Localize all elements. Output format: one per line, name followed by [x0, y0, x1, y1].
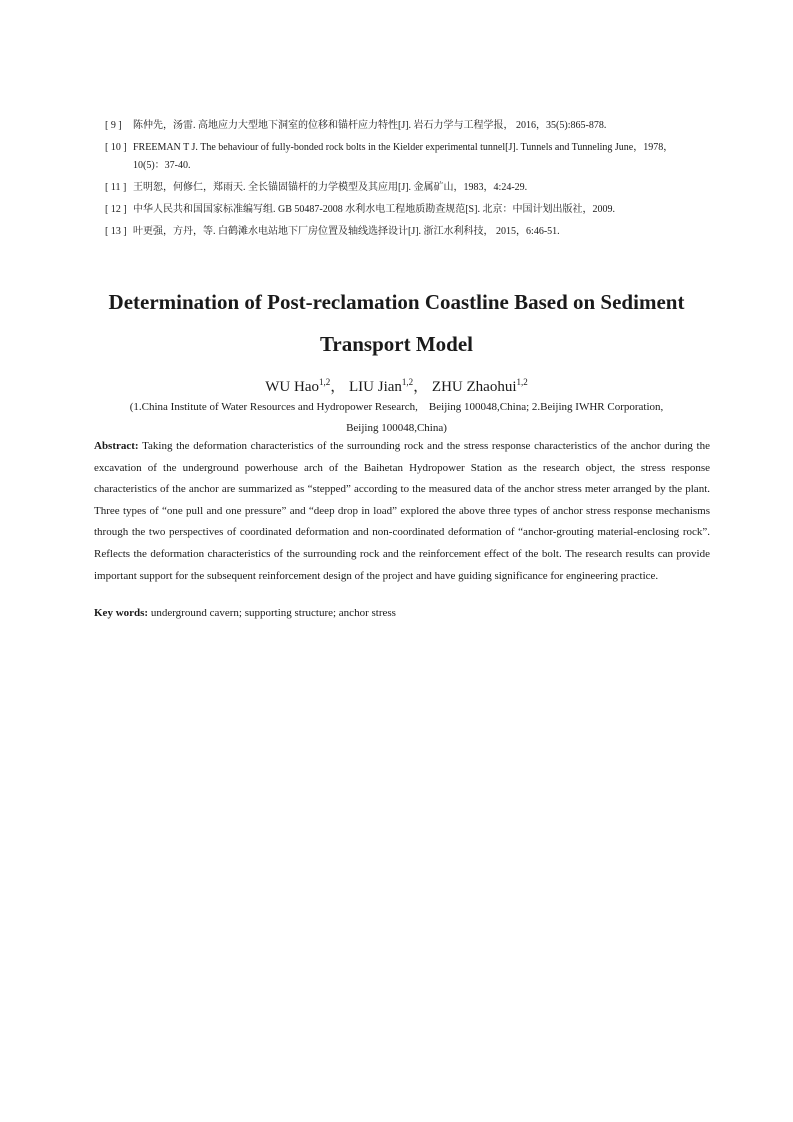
reference-text: 中华人民共和国国家标准编写组. GB 50487-2008 水利水电工程地质勘查规范[S]. 北京：中国计划出版社，2009.	[133, 204, 615, 215]
reference-text: 叶更强，方丹，等. 白鹤滩水电站地下厂房位置及轴线选择设计[J]. 浙江水利科技， 2015，6:46-51.	[133, 226, 560, 237]
reference-item	[105, 138, 705, 176]
paper-title-line-1: Determination of Post-reclamation Coastline Based on Sediment	[108, 290, 685, 314]
affiliation-line-1: (1.China Institute of Water Resources and Hydropower Research, Beijing 100048,China; 2.Beijing IWHR Corporation,	[129, 401, 664, 413]
abstract-text: Taking the deformation characteristics of the surrounding rock and the stress response characteristics of the anchor during the excavation of the underground powerhouse arch of the Baihetan Hydropower Station as the research object, the stress response characteristics of the anchor are summarized as “stepped” according to the measured data of the anchor stress meter arranged by the plant. Three types of “one pull and one pressure” and “deep drop in load” explored the above three types of anchor stress response mechanisms through the two perspectives of coordinated deformation and non-coordinated deformation of “anchor-grouting material-enclosing rock”. Reflects the deformation characteristics of the surrounding rock and the reinforcement effect of the bolt. The research results can provide important support for the subsequent reinforcement design of the project and have guiding significance for engineering practice.	[94, 440, 710, 582]
paper-title-line-2: Transport Model	[319, 332, 474, 356]
author-name: WU Hao	[265, 379, 319, 395]
abstract	[94, 436, 710, 587]
reference-item	[105, 222, 705, 242]
abstract-label: Abstract:	[94, 440, 139, 452]
reference-number: [ 9 ]	[105, 120, 122, 131]
author-separator: ，	[413, 379, 429, 395]
keywords	[94, 603, 710, 623]
reference-text: 陈仲先，汤雷. 高地应力大型地下洞室的位移和锚杆应力特性[J]. 岩石力学与工程学报， 2016，35(5):865-878.	[133, 120, 607, 131]
reference-continuation: 10(5)：37-40.	[133, 160, 191, 171]
author-list	[0, 372, 793, 397]
reference-number: [ 13 ]	[105, 226, 127, 237]
author-affiliation-mark: 1,2	[318, 377, 331, 387]
reference-number: [ 10 ]	[105, 142, 127, 153]
author-name: LIU Jian	[349, 379, 402, 395]
author-name: ZHU Zhaohui	[431, 379, 517, 395]
affiliation	[80, 397, 713, 439]
reference-list	[105, 116, 705, 244]
reference-text: 王明恕，何修仁，郑雨天. 全长锚固锚杆的力学模型及其应用[J]. 金属矿山，1983，4:24-29.	[133, 182, 528, 193]
affiliation-line-2: Beijing 100048,China)	[346, 422, 447, 434]
reference-item	[105, 178, 705, 198]
reference-number: [ 12 ]	[105, 204, 127, 215]
author-affiliation-mark: 1,2	[516, 377, 528, 387]
author-separator: ，	[330, 379, 346, 395]
reference-text: FREEMAN T J. The behaviour of fully-bonded rock bolts in the Kielder experimental tunnel[J]. Tunnels and Tunneling June，1978，	[133, 142, 674, 153]
author-affiliation-mark: 1,2	[401, 377, 414, 387]
keywords-label: Key words:	[94, 607, 149, 619]
reference-item	[105, 200, 705, 220]
keywords-text: underground cavern; supporting structure; anchor stress	[150, 607, 396, 619]
reference-number: [ 11 ]	[105, 182, 127, 193]
reference-item	[105, 116, 705, 136]
